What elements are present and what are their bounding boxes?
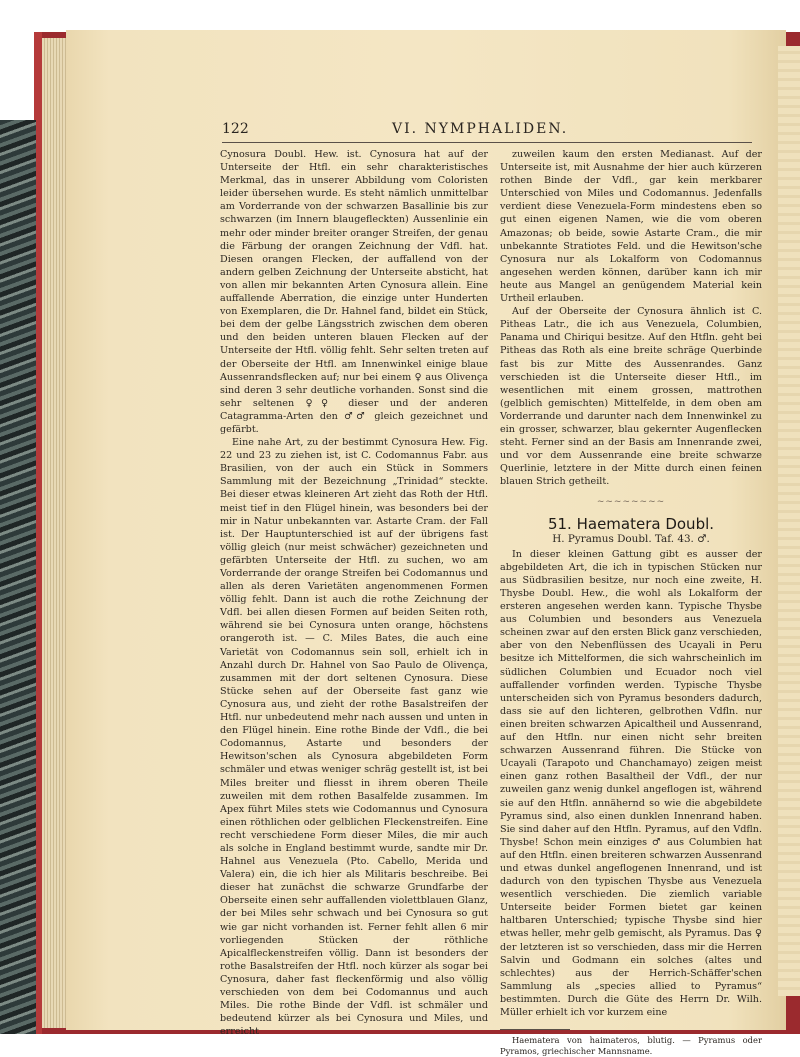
running-title: VI. NYMPHALIDEN. bbox=[392, 121, 569, 137]
footnote-rule bbox=[500, 1029, 570, 1030]
paragraph: Cynosura Doubl. Hew. ist. Cynosura hat auf der Unterseite der Htfl. ein sehr charakteristisches Merkmal, das in unserer Abbildung vom Coloristen leider übersehen wurde. Es steht nämlich unmittelbar am Vorderrande von der schwarzen Basallinie bis zur schwarzen (im Innern blaugefleckten) Aussenlinie ein mehr oder minder breiter oranger Streifen, der genau die Färbung der orangen Zeichnung der Vdfl. hat. Diesen orangen Flecken, der auffallend von der andern gelben Zeichnung der Unterseite absticht, hat von allen mir bekannten Arten Cynosura allein. Eine auffallende Aberration, die einzige unter Hunderten von Exemplaren, die Dr. Hahnel fand, bildet ein Stück, bei dem der gelbe Längsstrich zwischen dem oberen und den beiden unteren blauen Flecken auf der Unterseite der Htfl. völlig fehlt. Sehr selten treten auf der Oberseite der Htfl. am Innenwinkel einige blaue Aussenrandsflecken auf; nur bei einem ♀ aus Olivença sind deren 3 sehr deutliche vorhanden. Sonst sind die sehr seltenen ♀♀ dieser und der anderen Catagramma-Arten den ♂♂ gleich gezeichnet und gefärbt. bbox=[220, 149, 488, 435]
footnote: Haematera von haimateros, blutig. — Pyramus oder Pyramos, griechischer Mannsname. bbox=[500, 1035, 762, 1057]
paragraph: In dieser kleinen Gattung gibt es ausser der abgebildeten Art, die ich in typischen Stücken nur aus Südbrasilien besitze, nur noch eine zweite, H. Thysbe Doubl. Hew., die wohl als Lokalform der ersteren angesehen werden kann. Typische Thysbe aus Columbien und besonders aus Venezuela scheinen zwar auf den ersten Blick ganz verschieden, aber von den Nebenflüssen des Ucayali in Peru besitze ich Mittelformen, die sich wahrscheinlich im südlichen Columbien und Ecuador noch viel auffallender vorfinden werden. Typische Thysbe unterscheiden sich von Pyramus besonders dadurch, dass sie auf den lichteren, gelbrothen Vdfln. nur einen breiten schwarzen Apicaltheil und Aussenrand, auf den Htfln. nur einen nicht sehr breiten schwarzen Aussenrand führen. Die Stücke von Ucayali (Tarapoto und Chanchamayo) zeigen meist einen ganz rothen Basaltheil der Vdfl., der nur zuweilen ganz wenig dunkel angeflogen ist, während sie auf den Htfln. annähernd so wie die abgebildete Pyramus sind, also einen dunklen Innenrand haben. Sie sind daher auf den Htfln. Pyramus, auf den Vdfln. Thysbe! Schon mein einziges ♂ aus Columbien hat auf den Htfln. einen breiteren schwarzen Aussenrand und etwas dunkel angeflogenen Innenrand, und ist dadurch von den typischen Thysbe aus Venezuela wesentlich verschieden. Die ziemlich variable Unterseite beider Formen bietet gar keinen haltbaren Unterschied; typische Thysbe sind hier etwas heller, mehr gelb gemischt, als Pyramus. Das ♀ der letzteren ist so verschieden, dass mir die Herren Salvin und Godmann ein solches (altes und schlechtes) aus der Herrich-Schäffer'schen Sammlung als „species allied to Pyramus“ bestimmten. Durch die Güte des Herrn Dr. Wilh. Müller erhielt ich vor kurzem eine bbox=[500, 548, 762, 1018]
marbled-endpaper bbox=[0, 120, 36, 1034]
section-title: 51. Haematera Doubl. bbox=[547, 514, 715, 533]
header-rule bbox=[222, 142, 752, 143]
section-ornament: ~~~~~~~~ bbox=[596, 497, 666, 508]
page-number: 122 bbox=[222, 121, 249, 137]
paragraph: Eine nahe Art, zu der bestimmt Cynosura Hew. Fig. 22 und 23 zu ziehen ist, ist C. Codomannus Fabr. aus Brasilien, von der auch ein Stück in Sommers Sammlung mit der Bezeichnung „Trinidad“ steckte. Bei dieser etwas kleineren Art zieht das Roth der Htfl. meist tief in den Flügel hinein, was besonders bei der mir in Natur unbekannten var. Astarte Cram. der Fall ist. Der Hauptunterschied ist auf der übrigens fast völlig gleich (nur meist schwächer) gezeichneten und gefärbten Unterseite der Htfl. zu suchen, wo am Vorderrande der orange Streifen bei Codomannus und allen als deren Varietäten angenommenen Formen völlig fehlt. Dann ist auch die rothe Zeichnung der Vdfl. bei allen diesen Formen auf beiden Seiten roth, während sie bei Cynosura unten orange, höchstens orangeroth ist. — C. Miles Bates, die auch eine Varietät von Codomannus sein soll, erhielt ich in Anzahl durch Dr. Hahnel von Sao Paulo de Olivença, zusammen mit der dort seltenen Cynosura. Diese Stücke sehen auf der Oberseite fast ganz wie Cynosura aus, und zieht der rothe Basalstreifen der Htfl. nur unbedeutend mehr nach aussen und unten in den Flügel hinein. Eine rothe Binde der Vdfl., die bei Codomannus, Astarte und besonders der Hewitson'schen als Cynosura abgebildeten Form schmäler und etwas weniger schräg gestellt ist, ist bei Miles breiter und fliesst in ihrem oberen Theile zuweilen mit dem rothen Basalfelde zusammen. Im Apex führt Miles stets wie Codomannus und Cynosura einen röthlichen oder gelblichen Fleckenstreifen. Eine recht verschiedene Form dieser Miles, die mir auch als solche in England bestimmt wurde, sandte mir Dr. Hahnel aus Venezuela (Pto. Cabello, Merida und Valera) ein, die ich hier als Militaris beschreibe. Bei dieser hat zunächst die schwarze Grundfarbe der Oberseite einen sehr auffallenden violettblauen Glanz, der bei Miles sehr schwach und bei Cynosura so gut wie gar nicht vorhanden ist. Ferner fehlt allen 6 mir vorliegenden Stücken der röthliche Apicalfleckenstreifen völlig. Dann ist besonders der rothe Basalstreifen der Htfl. noch kürzer als sogar bei Cynosura, daher fast fleckenförmig und also völlig verschieden von dem bei Codomannus und auch Miles. Die rothe Binde der Vdfl. ist schmäler und bedeutend kürzer als bei Cynosura und Miles, und erreicht bbox=[220, 437, 488, 1038]
page-header bbox=[222, 121, 762, 143]
species-heading: H. Pyramus Doubl. Taf. 43. ♂. bbox=[552, 532, 710, 545]
paragraph: Auf der Oberseite der Cynosura ähnlich ist C. Pitheas Latr., die ich aus Venezuela, Columbien, Panama und Chiriqui besitze. Auf den Htfln. geht bei Pitheas das Roth als eine breite schräge Querbinde fast bis zur Mitte des Aussenrandes. Ganz verschieden ist die Unterseite dieser Htfl., im wesentlichen mit einem grossen, mattrothen (gelblich gemischten) Mittelfelde, in dem oben am Vorderrande und darunter nach dem Innenwinkel zu ein grosser, schwarzer, blau gekernter Augenflecken steht. Ferner sind an der Basis am Innenrande zwei, und vor dem Aussenrande eine breite schwarze Querlinie, letztere in der Mitte durch einen feinen blauen Strich getheilt. bbox=[500, 306, 762, 488]
facing-page-edge bbox=[778, 46, 800, 996]
left-column bbox=[220, 148, 488, 1038]
paragraph: zuweilen kaum den ersten Medianast. Auf der Unterseite ist, mit Ausnahme der hier auch kürzeren rothen Binde der Vdfl., gar kein merkbarer Unterschied von Miles und Codomannus. Jedenfalls verdient diese Venezuela-Form mindestens eben so gut einen eigenen Namen, wie die vom oberen Amazonas; ob beide, sowie Astarte Cram., die mir unbekannte Stratiotes Feld. und die Hewitson'sche Cynosura nur als Lokalform von Codomannus angesehen werden können, darüber kann ich mir heute aus Mangel an genügendem Material kein Urtheil erlauben. bbox=[500, 149, 762, 305]
right-column bbox=[500, 148, 762, 1057]
